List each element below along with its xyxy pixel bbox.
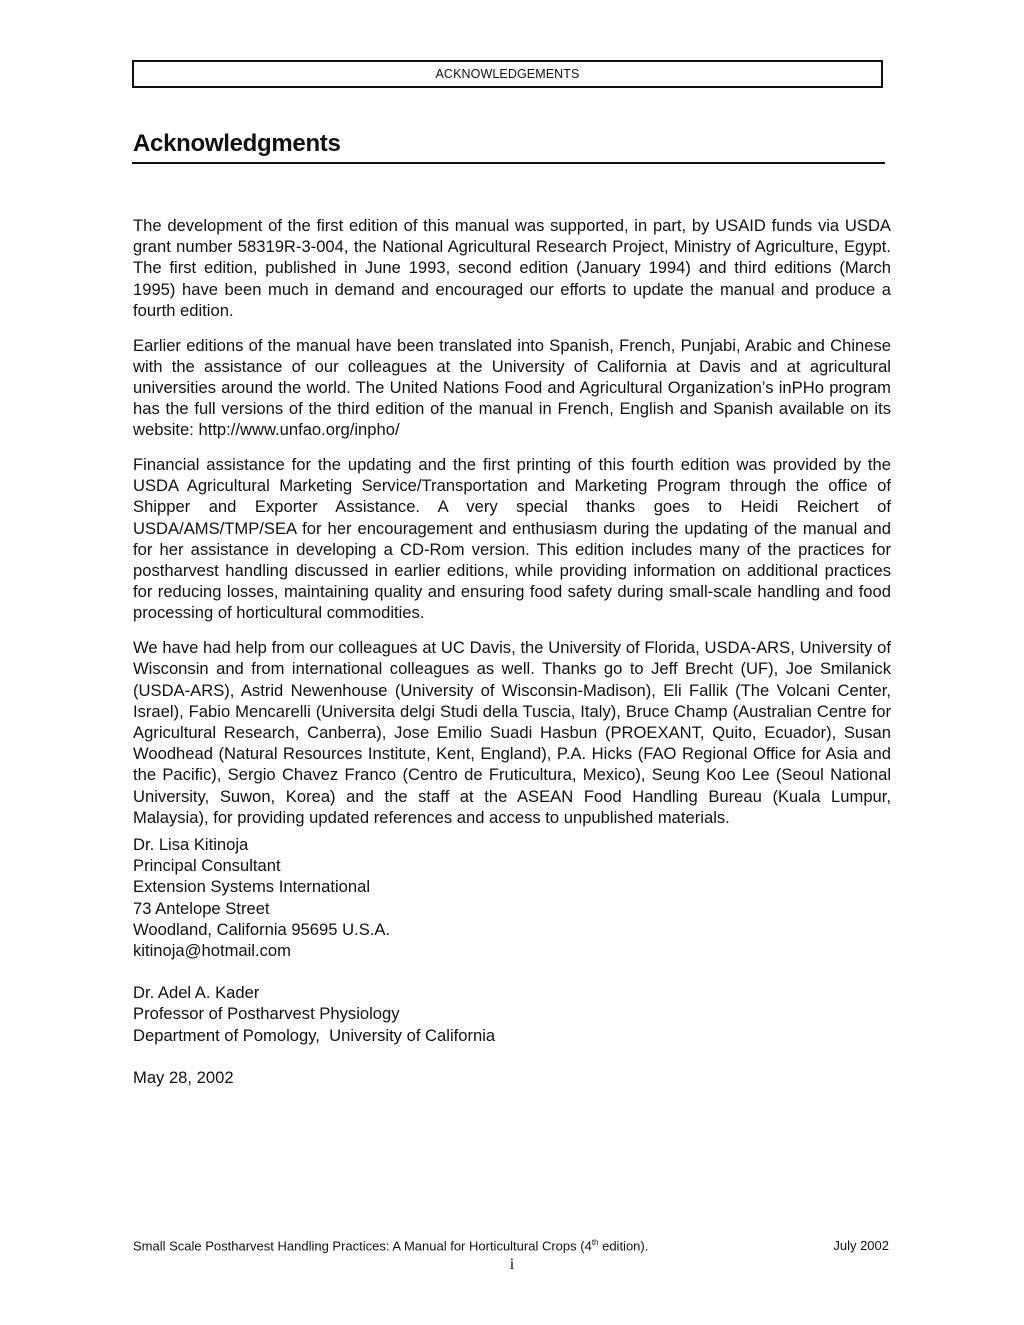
running-header: ACKNOWLEDGEMENTS <box>132 60 883 88</box>
author1-city: Woodland, California 95695 U.S.A. <box>133 919 391 939</box>
spacer <box>133 961 891 982</box>
page-title: Acknowledgments <box>133 130 341 157</box>
author1-street: 73 Antelope Street <box>133 898 270 918</box>
title-divider <box>132 162 885 164</box>
author1-organization: Extension Systems International <box>133 877 371 897</box>
edition-superscript: th <box>591 1238 599 1247</box>
author2-name: Dr. Adel A. Kader <box>133 983 260 1003</box>
paragraph-translations: Earlier editions of the manual have been translated into Spanish, French, Punjabi, Arabic and Chinese with the assistance of our colleagues at the University of California at Davis and at agricultural universities around the world. The United Nations Food and Agricultural Organization’s inPHo program has the full versions of the third edition of the manual in French, English and Spanish available on its website: http://www.unfao.org/inpho/ <box>133 335 891 440</box>
spacer <box>133 1046 891 1067</box>
paragraph-colleagues: We have had help from our colleagues at UC Davis, the University of Florida, USDA-ARS, University of Wisconsin and from international colleagues as well. Thanks go to Jeff Brecht (UF), Joe Smilanick (USDA-ARS), Astrid Newenhouse (University of Wisconsin-Madison), Eli Fallik (The Volcani Center, Israel), Fabio Mencarelli (Universita delgi Studi della Tuscia, Italy), Bruce Champ (Australian Centre for Agricultural Research, Canberra), Jose Emilio Suadi Hasbun (PROEXANT, Quito, Ecuador), Susan Woodhead (Natural Resources Institute, Kent, England), P.A. Hicks (FAO Regional Office for Asia and the Pacific), Sergio Chavez Franco (Centro de Fruticultura, Mexico), Seung Koo Lee (Seoul National University, Suwon, Korea) and the staff at the ASEAN Food Handling Bureau (Kuala Lumpur, Malaysia), for providing updated references and access to unpublished materials. <box>133 638 891 827</box>
footer-book-title <box>133 1238 648 1253</box>
page-number: i <box>509 1256 515 1273</box>
author2-department: Department of Pomology, University of California <box>133 1025 496 1045</box>
paragraph-funding-history: The development of the first edition of this manual was supported, in part, by USAID funds via USDA grant number 58319R-3-004, the National Agricultural Research Project, Ministry of Agriculture, Egypt. The first edition, published in June 1993, second edition (January 1994) and third editions (March 1995) have been much in demand and encouraged our efforts to update the manual and produce a fourth edition. <box>133 216 891 320</box>
footer-title-suffix: edition). <box>598 1238 649 1254</box>
signature-block <box>133 834 891 1088</box>
paragraph-financial-assistance: Financial assistance for the updating and the first printing of this fourth edition was provided by the USDA Agricultural Marketing Service/Transportation and Marketing Program through the office of Shipper and Exporter Assistance. A very special thanks goes to Heidi Reichert of USDA/AMS/TMP/SEA for her encouragement and enthusiasm during the updating of the manual and for her assistance in developing a CD-Rom version. This edition includes many of the practices for postharvest handling discussed in earlier editions, while providing information on additional practices for reducing losses, maintaining quality and ensuring food safety during small-scale handling and food processing of horticultural commodities. <box>133 455 891 623</box>
body-text <box>133 215 891 1088</box>
author1-email: kitinoja@hotmail.com <box>133 941 291 960</box>
author1-name: Dr. Lisa Kitinoja <box>133 834 249 854</box>
signature-date: May 28, 2002 <box>133 1067 234 1087</box>
author1-title: Principal Consultant <box>133 856 281 876</box>
page-footer <box>133 1238 889 1253</box>
footer-title-text: Small Scale Postharvest Handling Practices: A Manual for Horticultural Crops (4 <box>133 1238 592 1254</box>
footer-date: July 2002 <box>833 1238 889 1253</box>
author2-title: Professor of Postharvest Physiology <box>133 1004 400 1024</box>
